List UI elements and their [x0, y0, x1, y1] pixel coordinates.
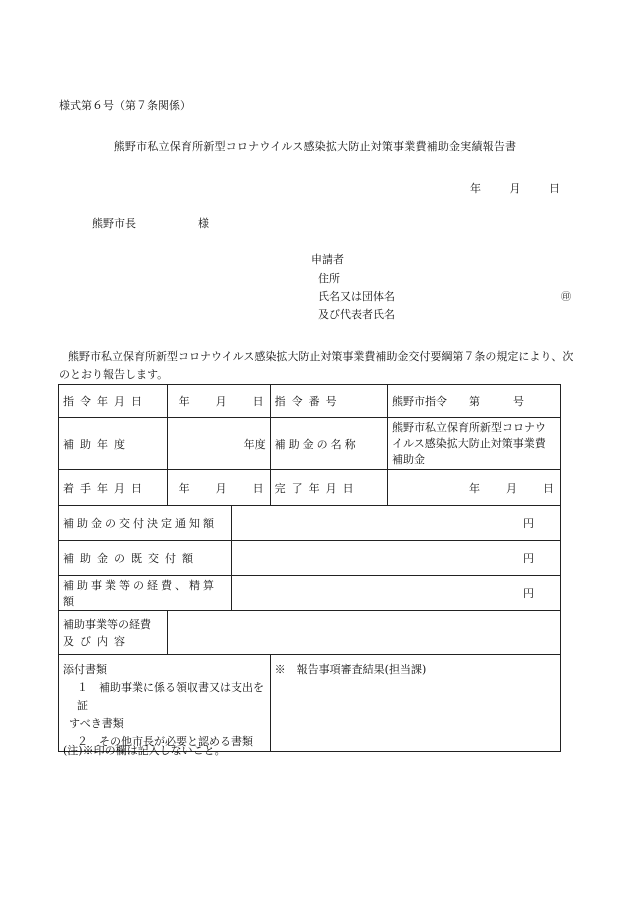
document-title: 熊野市私立保育所新型コロナウイルス感染拡大防止対策事業費補助金実績報告書 [113, 140, 517, 153]
expense-content-field[interactable] [167, 611, 560, 655]
fiscal-year-label: 補助年度 [59, 418, 168, 470]
applicant-address: 住所 [318, 272, 340, 285]
submission-date [470, 180, 560, 196]
attachments-title: 添付書類 [63, 663, 107, 676]
table-row [59, 506, 561, 541]
addressee [92, 215, 209, 231]
settlement-amount-label: 補助事業等の経費、精算額 [59, 576, 232, 611]
applicant-representative: 及び代表者氏名 [318, 308, 395, 321]
subsidy-name-value: 熊野市私立保育所新型コロナウイルス感染拡大防止対策事業費補助金 [388, 418, 561, 470]
settlement-amount-field[interactable]: 円 [231, 576, 560, 611]
decision-amount-label: 補助金の交付決定通知額 [59, 506, 232, 541]
start-date-label: 着手年月日 [59, 470, 168, 506]
ymd-day: 日 [252, 481, 264, 495]
table-row [59, 576, 561, 611]
report-table [58, 384, 561, 752]
form-number-label: 様式第６号（第７条関係） [59, 99, 191, 112]
applicant-name: 氏名又は団体名 [318, 290, 395, 303]
ymd-day: 日 [543, 481, 554, 495]
subsidy-name-label: 補助金の名称 [270, 418, 387, 470]
ymd-day: 日 [252, 395, 264, 408]
attachments-cell [59, 655, 271, 752]
applicant-label: 申請者 [311, 253, 344, 266]
ymd-month: 月 [215, 481, 227, 495]
attachment-item-1-cont: すべき書類 [69, 717, 124, 730]
addressee-name: 熊野市長 [92, 217, 136, 230]
date-year: 年 [470, 182, 481, 195]
attachment-item-1: １ 補助事業に係る領収書又は支出を証 [77, 681, 264, 712]
ymd-year: 年 [178, 395, 190, 408]
review-result-label: ※ 報告事項審査結果(担当課) [274, 663, 427, 676]
date-day: 日 [549, 182, 560, 195]
expense-content-label [59, 611, 168, 655]
directive-number-field[interactable]: 熊野市指令 第 号 [388, 385, 561, 418]
addressee-honorific: 様 [198, 217, 209, 230]
ymd-year: 年 [178, 481, 190, 495]
report-statement: 熊野市私立保育所新型コロナウイルス感染拡大防止対策事業費補助金交付要綱第７条の規定により、次のとおり報告します。 [59, 350, 574, 381]
fiscal-year-field[interactable]: 年度 [167, 418, 270, 470]
table-row [59, 611, 561, 655]
table-row [59, 655, 561, 752]
ymd-year: 年 [469, 481, 480, 495]
ymd-month: 月 [506, 481, 517, 495]
seal-mark: ㊞ [561, 292, 571, 303]
completion-date-label: 完了年月日 [270, 470, 387, 506]
attachment-item-2: ２ その他市長が必要と認める書類 [77, 735, 253, 748]
paid-amount-field[interactable]: 円 [231, 541, 560, 576]
footnote: (注)※印の欄は記入しないこと。 [63, 744, 226, 757]
table-row [59, 418, 561, 470]
expense-content-label-line2: 及び内容 [63, 634, 131, 648]
expense-content-label-line1: 補助事業等の経費 [63, 617, 151, 631]
directive-date-label: 指令年月日 [59, 385, 168, 418]
table-row [59, 541, 561, 576]
ymd-month: 月 [215, 395, 227, 408]
paid-amount-label: 補助金の既交付額 [59, 541, 232, 576]
directive-date-field[interactable] [167, 385, 270, 418]
date-month: 月 [509, 182, 521, 195]
table-row [59, 470, 561, 506]
directive-number-label: 指令番号 [270, 385, 387, 418]
review-result-cell [270, 655, 560, 752]
start-date-field[interactable] [167, 470, 270, 506]
table-row [59, 385, 561, 418]
decision-amount-field[interactable]: 円 [231, 506, 560, 541]
completion-date-field[interactable] [388, 470, 561, 506]
